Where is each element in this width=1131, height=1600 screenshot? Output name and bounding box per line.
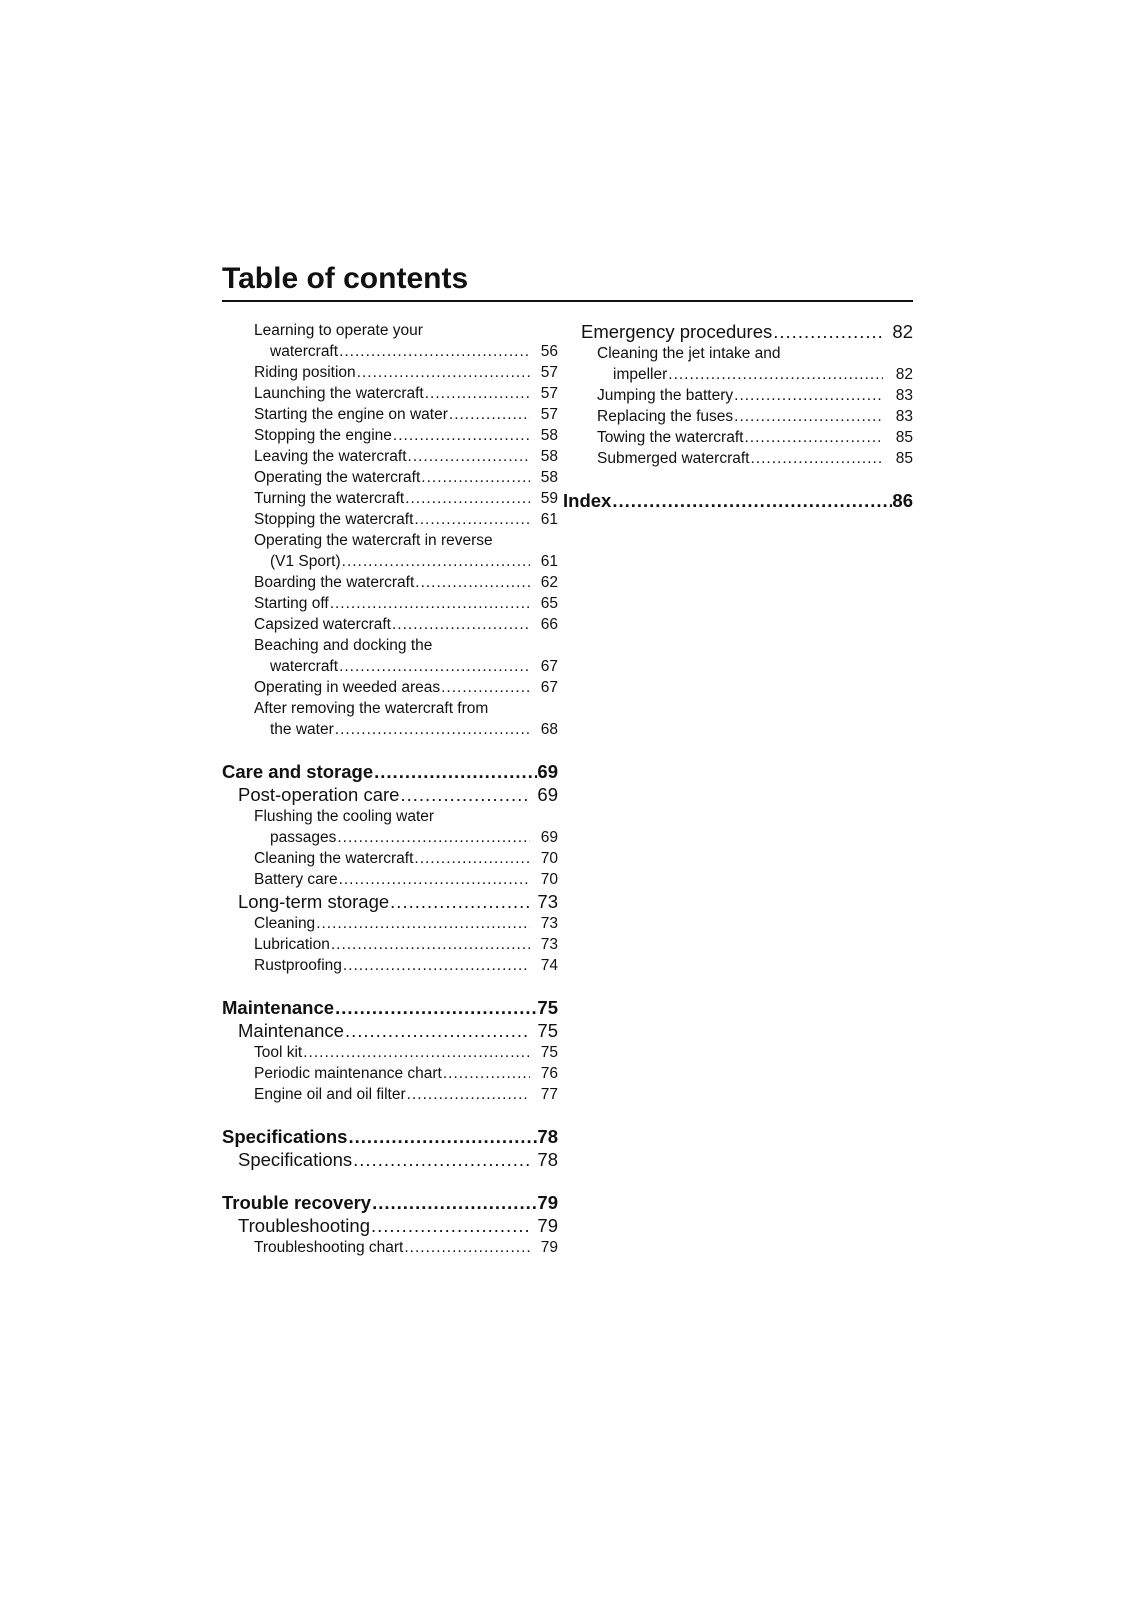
toc-chapter-entry[interactable] (222, 996, 558, 1019)
toc-entry-title: Starting the engine on water (254, 406, 448, 423)
toc-subsection-entry[interactable] (222, 677, 558, 698)
toc-page-number: 59 (540, 490, 558, 507)
toc-entry-title: Long-term storage (238, 891, 390, 912)
toc-page-number: 65 (540, 595, 558, 612)
dot-leader (400, 783, 530, 806)
dot-leader (425, 383, 530, 404)
toc-entry-title: Lubrication (254, 936, 330, 953)
toc-subsection-entry[interactable] (578, 385, 913, 406)
dot-leader (744, 427, 883, 448)
toc-chapter-entry[interactable] (222, 760, 558, 783)
toc-entry-title: Specifications (238, 1149, 353, 1170)
toc-right-column (563, 320, 913, 512)
toc-page-number: 86 (892, 490, 913, 511)
toc-entry-title: Post-operation care (238, 784, 400, 805)
toc-subsection-entry[interactable] (222, 698, 558, 740)
toc-subsection-entry[interactable] (222, 572, 558, 593)
toc-entry-title: Cleaning the watercraft (254, 850, 414, 867)
dot-leader (372, 1191, 537, 1214)
toc-subsection-entry[interactable] (222, 1063, 558, 1084)
dot-leader (408, 446, 530, 467)
toc-entry-title: Periodic maintenance chart (254, 1065, 442, 1082)
toc-subsection-entry[interactable] (222, 1237, 558, 1258)
title-divider (222, 300, 913, 302)
toc-subsection-entry[interactable] (222, 593, 558, 614)
toc-page-number: 57 (540, 385, 558, 402)
toc-entry-title: Care and storage (222, 761, 374, 782)
toc-page-number: 62 (540, 574, 558, 591)
toc-entry-title: Trouble recovery (222, 1192, 372, 1213)
dot-leader (443, 1063, 530, 1084)
toc-subsection-entry[interactable] (222, 383, 558, 404)
dot-leader (339, 869, 530, 890)
dot-leader (337, 827, 530, 848)
toc-entry-title: watercraft (270, 343, 339, 360)
toc-entry-title: Operating in weeded areas (254, 679, 441, 696)
toc-subsection-entry[interactable] (222, 635, 558, 677)
toc-entry-title: Leaving the watercraft (254, 448, 407, 465)
dot-leader (612, 489, 892, 512)
toc-entry-title-line: Learning to operate your (254, 322, 423, 339)
toc-entry-title: Maintenance (238, 1020, 344, 1041)
toc-subsection-entry[interactable] (222, 934, 558, 955)
dot-leader (330, 593, 530, 614)
dot-leader (348, 1125, 537, 1148)
toc-entry-title: Engine oil and oil filter (254, 1086, 406, 1103)
toc-page-number: 78 (537, 1126, 558, 1147)
toc-entry-title: the water (270, 721, 334, 738)
toc-page-number: 56 (540, 343, 558, 360)
toc-page-number: 82 (892, 321, 913, 342)
toc-page-number: 83 (895, 387, 913, 404)
toc-page-number: 69 (540, 829, 558, 846)
toc-entry-title-line: Cleaning the jet intake and (597, 345, 781, 362)
toc-entry-title: Launching the watercraft (254, 385, 424, 402)
toc-page-number: 57 (540, 406, 558, 423)
toc-left-column (222, 320, 558, 1258)
toc-subsection-entry[interactable] (222, 955, 558, 976)
toc-section-entry[interactable] (222, 890, 558, 913)
dot-leader (335, 719, 530, 740)
page-title: Table of contents (222, 262, 469, 295)
toc-page-number: 79 (537, 1215, 558, 1236)
toc-entry-title: Tool kit (254, 1044, 303, 1061)
toc-entry-title: Maintenance (222, 997, 335, 1018)
toc-entry-title-line: Flushing the cooling water (254, 808, 435, 825)
dot-leader (404, 1237, 530, 1258)
toc-subsection-entry[interactable] (222, 806, 558, 848)
toc-subsection-entry[interactable] (222, 488, 558, 509)
toc-subsection-entry[interactable] (222, 913, 558, 934)
toc-entry-title: Starting off (254, 595, 329, 612)
dot-leader (414, 509, 530, 530)
toc-entry-title: impeller (613, 366, 668, 383)
toc-page-number: 73 (540, 936, 558, 953)
dot-leader (374, 760, 537, 783)
toc-page-number: 73 (537, 891, 558, 912)
dot-leader (414, 848, 530, 869)
dot-leader (371, 1214, 530, 1237)
toc-page-number: 57 (540, 364, 558, 381)
toc-page-number: 77 (540, 1086, 558, 1103)
toc-subsection-entry[interactable] (222, 530, 558, 572)
toc-section-entry[interactable] (222, 783, 558, 806)
toc-page-number: 78 (537, 1149, 558, 1170)
toc-entry-title: Stopping the watercraft (254, 511, 414, 528)
toc-chapter-entry[interactable] (563, 489, 913, 512)
toc-page-number: 61 (540, 553, 558, 570)
toc-page-number: 79 (540, 1239, 558, 1256)
toc-subsection-entry[interactable] (222, 446, 558, 467)
toc-subsection-entry[interactable] (222, 404, 558, 425)
toc-entry-title: Boarding the watercraft (254, 574, 415, 591)
toc-page-number: 76 (540, 1065, 558, 1082)
toc-entry-title: Riding position (254, 364, 356, 381)
toc-entry-title: Jumping the battery (597, 387, 734, 404)
toc-section-entry[interactable] (222, 1019, 558, 1042)
toc-subsection-entry[interactable] (222, 467, 558, 488)
dot-leader (393, 425, 530, 446)
toc-subsection-entry[interactable] (222, 1084, 558, 1105)
dot-leader (303, 1042, 530, 1063)
dot-leader (421, 467, 530, 488)
toc-entry-title: Troubleshooting (238, 1215, 370, 1236)
toc-subsection-entry[interactable] (578, 427, 913, 448)
toc-section-entry[interactable] (578, 320, 913, 343)
toc-page-number: 70 (540, 850, 558, 867)
toc-entry-title: Capsized watercraft (254, 616, 391, 633)
toc-page-number: 58 (540, 469, 558, 486)
dot-leader (449, 404, 530, 425)
toc-subsection-entry[interactable] (222, 362, 558, 383)
toc-entry-title: passages (270, 829, 337, 846)
dot-leader (390, 890, 530, 913)
dot-leader (339, 656, 530, 677)
toc-entry-title: Towing the watercraft (597, 429, 744, 446)
toc-subsection-entry[interactable] (222, 869, 558, 890)
toc-entry-title: Specifications (222, 1126, 348, 1147)
toc-entry-title-line: After removing the watercraft from (254, 700, 489, 717)
toc-entry-title-line: Operating the watercraft in reverse (254, 532, 493, 549)
toc-page-number: 73 (540, 915, 558, 932)
toc-subsection-entry[interactable] (578, 448, 913, 469)
dot-leader (339, 341, 530, 362)
dot-leader (357, 362, 530, 383)
toc-page-number: 61 (540, 511, 558, 528)
toc-subsection-entry[interactable] (222, 848, 558, 869)
toc-entry-title-line: Beaching and docking the (254, 637, 433, 654)
toc-entry-title: Operating the watercraft (254, 469, 421, 486)
dot-leader (734, 385, 883, 406)
toc-page-number: 69 (537, 761, 558, 782)
toc-subsection-entry[interactable] (222, 320, 558, 362)
toc-entry-title: Replacing the fuses (597, 408, 734, 425)
dot-leader (331, 934, 530, 955)
toc-page-number: 79 (537, 1192, 558, 1213)
toc-page-number: 75 (537, 997, 558, 1018)
toc-section-entry[interactable] (222, 1148, 558, 1171)
toc-entry-title: Index (563, 490, 612, 511)
dot-leader (353, 1148, 530, 1171)
toc-subsection-entry[interactable] (222, 509, 558, 530)
toc-chapter-entry[interactable] (222, 1191, 558, 1214)
toc-page-number: 58 (540, 427, 558, 444)
toc-page-number: 70 (540, 871, 558, 888)
toc-entry-title: Battery care (254, 871, 338, 888)
toc-entry-title: Stopping the engine (254, 427, 392, 444)
toc-chapter-entry[interactable] (222, 1125, 558, 1148)
dot-leader (734, 406, 883, 427)
toc-entry-title: Emergency procedures (581, 321, 773, 342)
dot-leader (751, 448, 884, 469)
dot-leader (342, 551, 530, 572)
toc-page-number: 75 (540, 1044, 558, 1061)
dot-leader (441, 677, 530, 698)
toc-page-number: 82 (895, 366, 913, 383)
toc-page-number: 83 (895, 408, 913, 425)
toc-page-number: 75 (537, 1020, 558, 1041)
dot-leader (668, 364, 883, 385)
dot-leader (405, 488, 530, 509)
dot-leader (773, 320, 883, 343)
toc-entry-title: Submerged watercraft (597, 450, 750, 467)
toc-entry-title: Rustproofing (254, 957, 342, 974)
dot-leader (345, 1019, 530, 1042)
toc-page-number: 85 (895, 429, 913, 446)
toc-section-entry[interactable] (222, 1214, 558, 1237)
toc-entry-title: Cleaning (254, 915, 316, 932)
toc-page-number: 68 (540, 721, 558, 738)
dot-leader (316, 913, 530, 934)
toc-subsection-entry[interactable] (222, 1042, 558, 1063)
toc-subsection-entry[interactable] (578, 343, 913, 385)
toc-entry-title: watercraft (270, 658, 339, 675)
dot-leader (415, 572, 530, 593)
toc-page-number: 69 (537, 784, 558, 805)
toc-subsection-entry[interactable] (222, 614, 558, 635)
dot-leader (343, 955, 530, 976)
toc-page-number: 85 (895, 450, 913, 467)
toc-page-number: 66 (540, 616, 558, 633)
toc-page-number: 67 (540, 658, 558, 675)
dot-leader (407, 1084, 530, 1105)
dot-leader (392, 614, 530, 635)
toc-page-number: 58 (540, 448, 558, 465)
toc-subsection-entry[interactable] (578, 406, 913, 427)
toc-entry-title: Turning the watercraft (254, 490, 405, 507)
toc-page-number: 74 (540, 957, 558, 974)
toc-entry-title: Troubleshooting chart (254, 1239, 404, 1256)
toc-page-number: 67 (540, 679, 558, 696)
toc-entry-title: (V1 Sport) (270, 553, 341, 570)
dot-leader (335, 996, 537, 1019)
toc-subsection-entry[interactable] (222, 425, 558, 446)
